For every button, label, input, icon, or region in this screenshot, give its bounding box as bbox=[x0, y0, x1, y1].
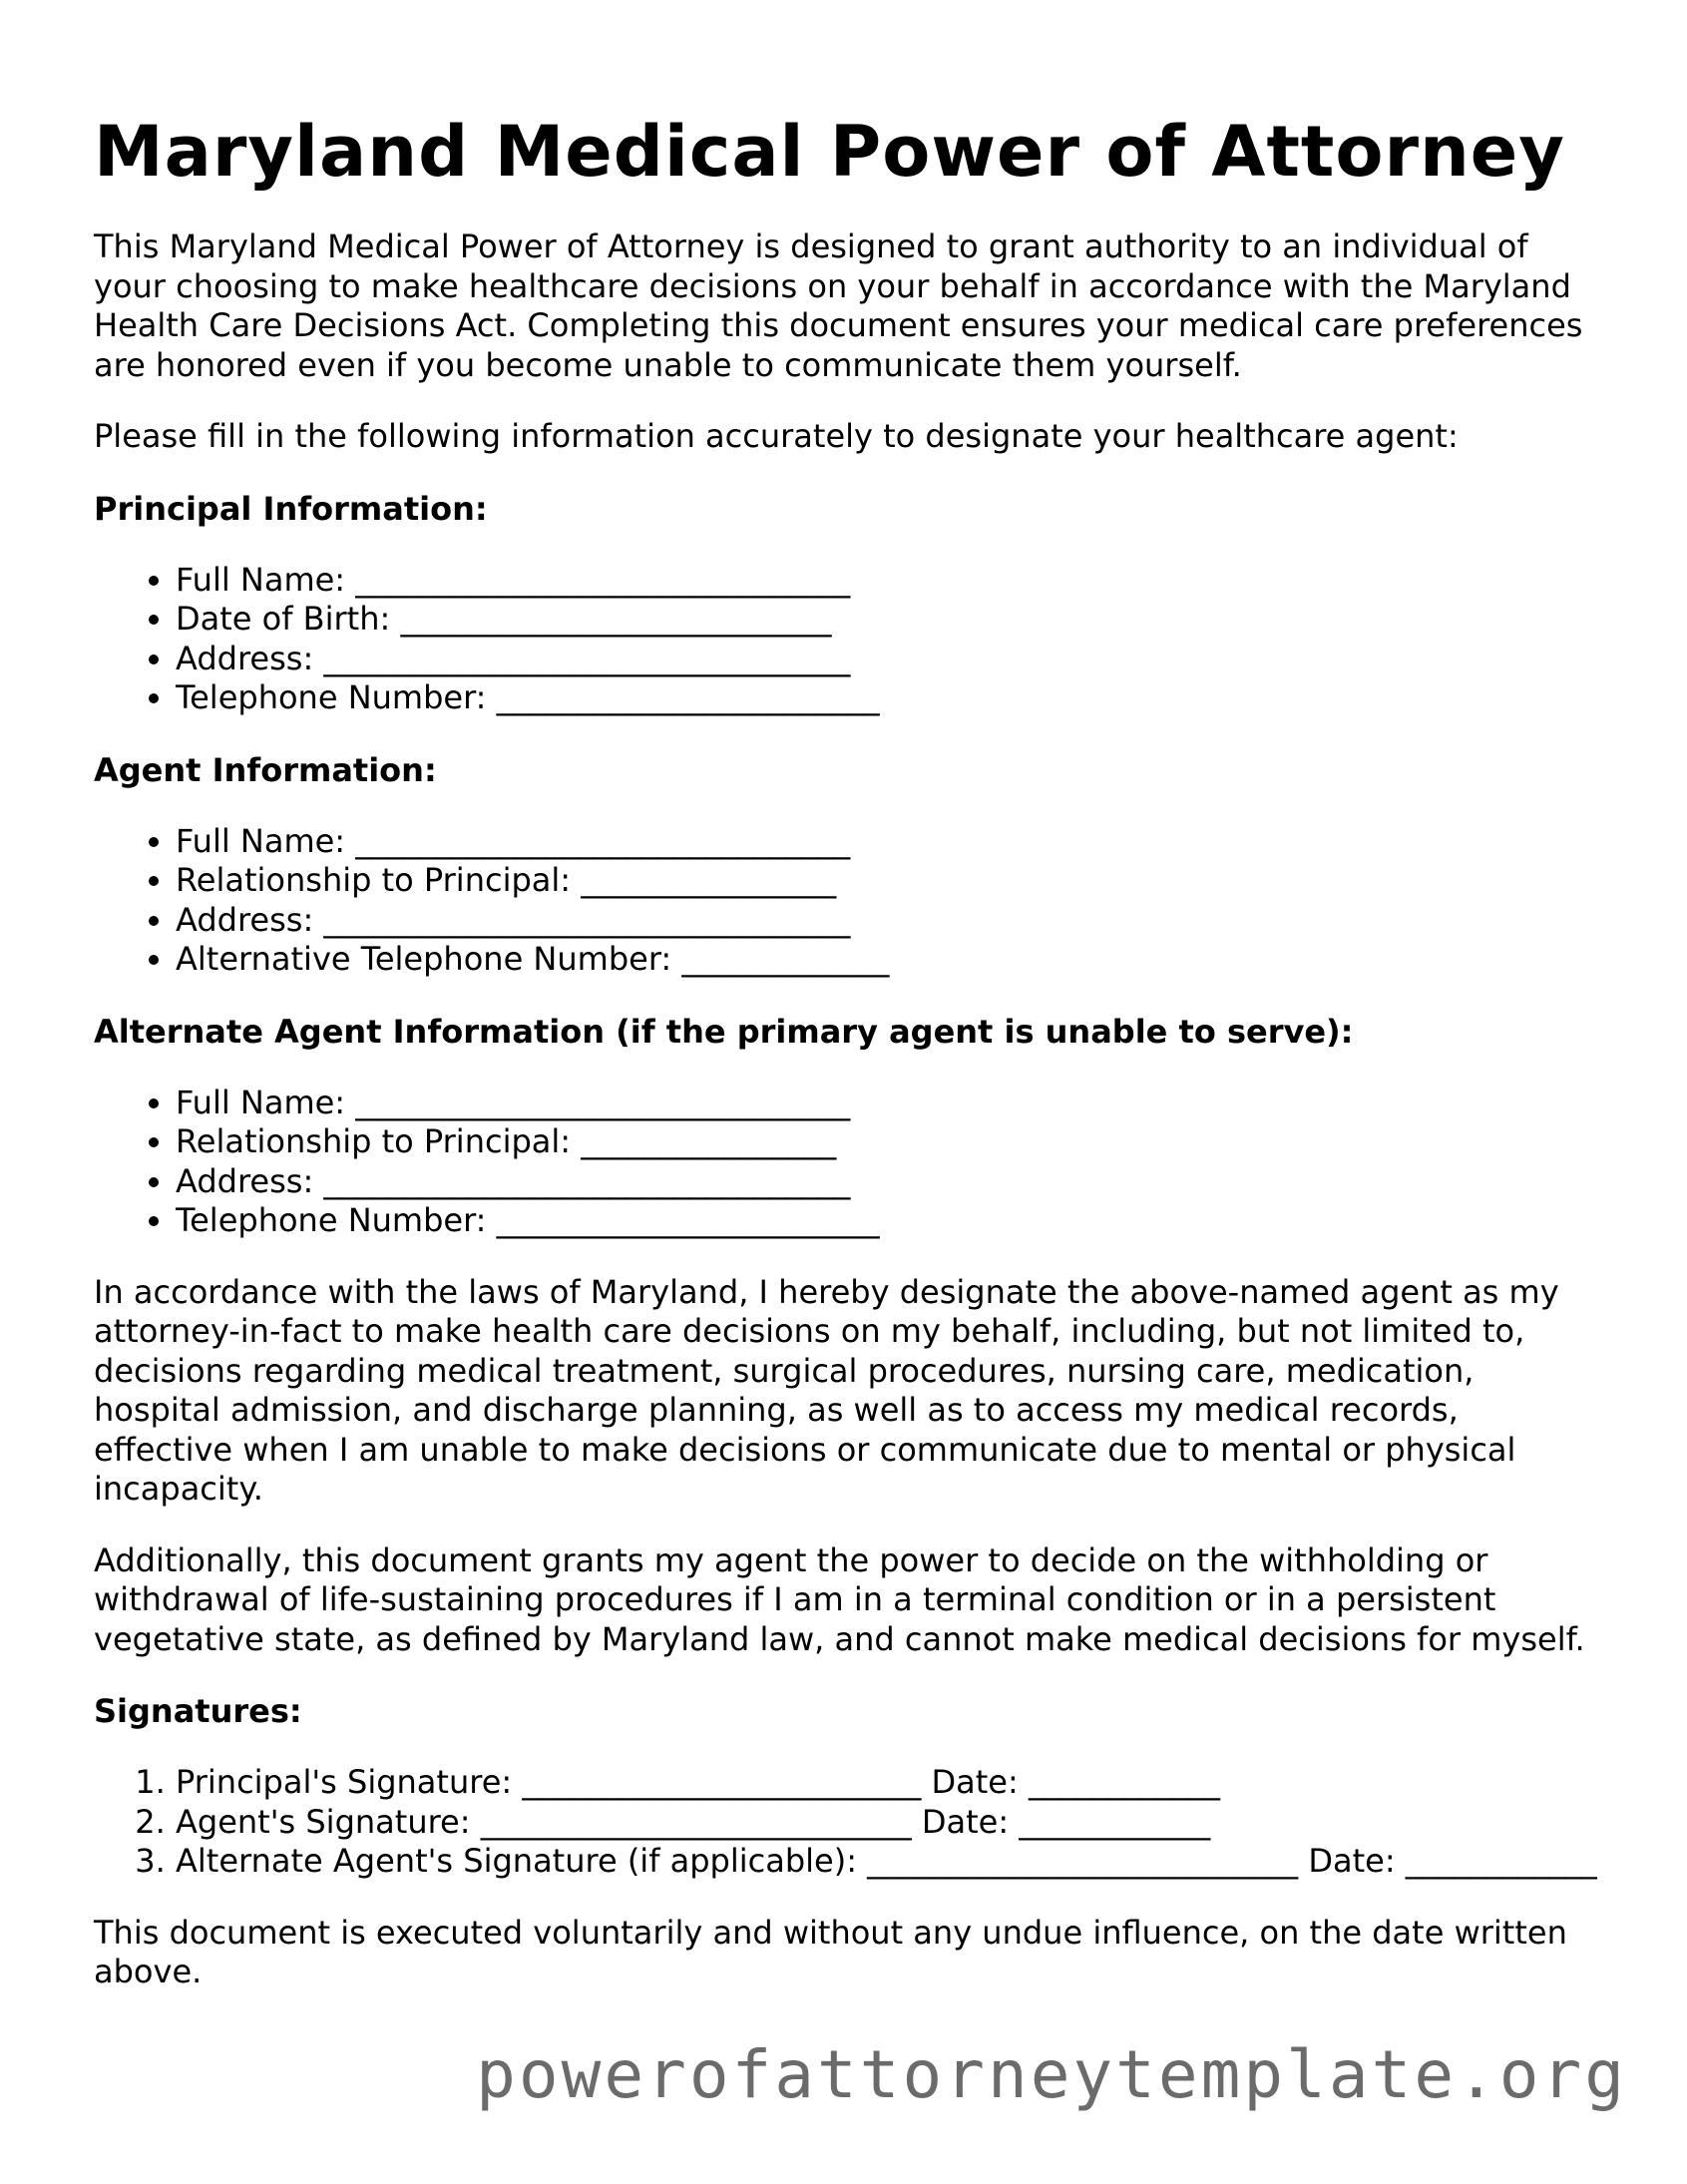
agent-alt-telephone-field[interactable]: • Alternative Telephone Number: _____________ bbox=[176, 940, 1600, 980]
alternate-agent-signature-line[interactable]: 3. Alternate Agent's Signature (if applicable): ___________________________ Date: ____________ bbox=[176, 1842, 1600, 1882]
principal-heading: Principal Information: bbox=[94, 489, 488, 528]
designation-paragraph: In accordance with the laws of Maryland, I hereby designate the above-named agent as my attorney-in-fact to make health care decisions on my behalf, including, but not limited to, decisions regarding medical treatment, surgical procedures, nursing care, medication, hospital admission, and discharge planning, as well as to access my medical records, effective when I am unable to make decisions or communicate due to mental or physical incapacity. bbox=[94, 1272, 1559, 1508]
site-watermark: powerofattorneytemplate.org bbox=[476, 2036, 1627, 2113]
agent-address-field[interactable]: • Address: _________________________________ bbox=[176, 901, 1600, 941]
principal-signature-line[interactable]: 1. Principal's Signature: _________________________ Date: ____________ bbox=[176, 1763, 1600, 1803]
document-page bbox=[94, 110, 1600, 2024]
alternate-agent-heading: Alternate Agent Information (if the primary agent is unable to serve): bbox=[94, 1012, 1354, 1051]
alternate-agent-relationship-field[interactable]: • Relationship to Principal: ________________ bbox=[176, 1122, 1600, 1162]
principal-address-field[interactable]: • Address: _________________________________ bbox=[176, 640, 1600, 679]
signatures-list bbox=[94, 1763, 1600, 1882]
agent-fields-list bbox=[94, 822, 1600, 980]
agent-full-name-field[interactable]: • Full Name: _______________________________ bbox=[176, 822, 1600, 862]
alternate-agent-telephone-field[interactable]: • Telephone Number: ________________________ bbox=[176, 1201, 1600, 1241]
closing-paragraph: This document is executed voluntarily and without any undue influence, on the date written above. bbox=[94, 1913, 1567, 1990]
agent-heading: Agent Information: bbox=[94, 750, 437, 789]
principal-telephone-field[interactable]: • Telephone Number: ________________________ bbox=[176, 678, 1600, 718]
agent-relationship-field[interactable]: • Relationship to Principal: ________________ bbox=[176, 861, 1600, 901]
principal-date-of-birth-field[interactable]: • Date of Birth: ___________________________ bbox=[176, 600, 1600, 640]
intro-paragraph: This Maryland Medical Power of Attorney is designed to grant authority to an individual of your choosing to make healthcare decisions on your behalf in accordance with the Maryland Health Care Decisions Act. Completing this document ensures your medical care preferences are honored even if you become unable to communicate them yourself. bbox=[94, 227, 1583, 384]
signatures-heading: Signatures: bbox=[94, 1692, 302, 1730]
alternate-agent-full-name-field[interactable]: • Full Name: _______________________________ bbox=[176, 1084, 1600, 1123]
principal-fields-list bbox=[94, 561, 1600, 718]
instruction-paragraph: Please fill in the following information accurately to designate your healthcare agent: bbox=[94, 417, 1459, 455]
alternate-agent-address-field[interactable]: • Address: _________________________________ bbox=[176, 1162, 1600, 1202]
life-sustaining-paragraph: Additionally, this document grants my agent the power to decide on the withholding or withdrawal of life-sustaining procedures if I am in a terminal condition or in a persistent vegetative state, as defined by Maryland law, and cannot make medical decisions for myself. bbox=[94, 1540, 1585, 1658]
document-title: Maryland Medical Power of Attorney bbox=[94, 111, 1565, 193]
alternate-agent-fields-list bbox=[94, 1084, 1600, 1241]
principal-full-name-field[interactable]: • Full Name: _______________________________ bbox=[176, 561, 1600, 601]
agent-signature-line[interactable]: 2. Agent's Signature: ___________________________ Date: ____________ bbox=[176, 1803, 1600, 1843]
